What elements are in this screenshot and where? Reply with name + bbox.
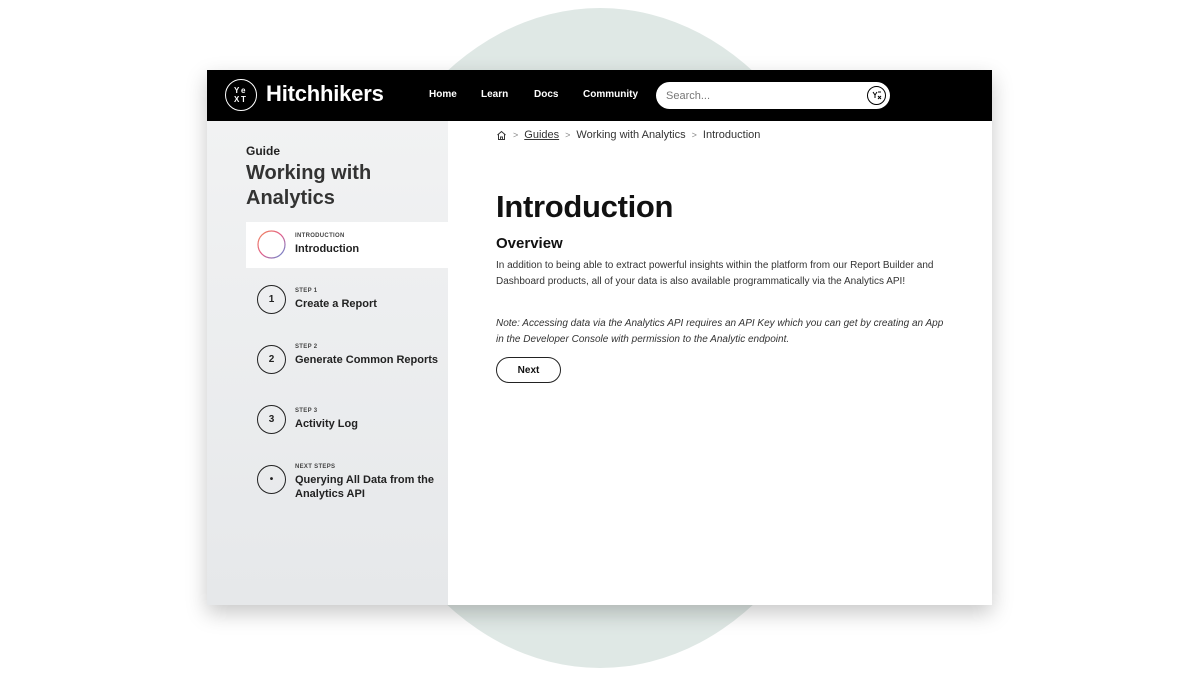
- breadcrumb-guides-link[interactable]: Guides: [524, 129, 560, 141]
- nav-home[interactable]: Home: [429, 89, 457, 100]
- step-kicker: NEXT STEPS: [295, 464, 336, 470]
- svg-text:e: e: [241, 86, 246, 95]
- step-title: Generate Common Reports: [295, 354, 439, 366]
- section-heading: Overview: [496, 235, 563, 252]
- step-kicker: INTRODUCTION: [295, 233, 345, 239]
- step-number: 3: [257, 405, 286, 434]
- step-3[interactable]: [246, 397, 448, 443]
- step-title: Activity Log: [295, 418, 358, 430]
- step-2[interactable]: [246, 337, 448, 387]
- breadcrumb-current: Introduction: [702, 129, 761, 141]
- guide-label: Guide: [246, 144, 281, 158]
- nav-learn[interactable]: Learn: [481, 89, 509, 100]
- step-introduction[interactable]: [246, 222, 448, 268]
- home-icon[interactable]: [496, 130, 507, 141]
- step-kicker: STEP 2: [295, 344, 318, 350]
- nav-docs[interactable]: Docs: [534, 89, 559, 100]
- step-kicker: STEP 1: [295, 288, 318, 294]
- note-paragraph: Note: Accessing data via the Analytics API requires an API Key which you can get by creating an App in the Developer Console with permission to the Analytic endpoint.: [496, 318, 944, 345]
- breadcrumb-guide: Working with Analytics: [576, 129, 686, 141]
- step-title: Introduction: [295, 243, 360, 255]
- step-kicker: STEP 3: [295, 408, 318, 414]
- search-icon[interactable]: [867, 86, 886, 105]
- page-title: Introduction: [496, 189, 674, 224]
- svg-text:T: T: [241, 95, 246, 104]
- bullet-icon: •: [257, 465, 286, 494]
- breadcrumb: [496, 129, 760, 141]
- main-content: [448, 121, 992, 605]
- chevron-right-icon: >: [513, 130, 519, 140]
- step-next-steps[interactable]: [246, 457, 448, 507]
- body-paragraph: In addition to being able to extract powerful insights within the platform from our Report Builder and Dashboard products, all of your data is also available programmatically via the Analytics API!: [496, 260, 934, 287]
- step-1[interactable]: [246, 277, 448, 323]
- nav-community[interactable]: Community: [583, 89, 638, 100]
- step-number: 1: [257, 285, 286, 314]
- svg-text:X: X: [234, 95, 240, 104]
- step-title: Querying All Data from the Analytics API: [295, 474, 434, 500]
- top-navbar: [207, 70, 992, 121]
- search-input[interactable]: [666, 87, 856, 104]
- svg-text:Y: Y: [234, 86, 240, 95]
- next-button[interactable]: Next: [496, 357, 561, 383]
- chevron-right-icon: >: [565, 130, 571, 140]
- guide-title: Working with Analytics: [246, 162, 372, 209]
- yext-logo-icon[interactable]: [225, 79, 257, 111]
- brand-name[interactable]: Hitchhikers: [266, 81, 384, 106]
- progress-ring-icon: [257, 230, 286, 259]
- guide-sidebar: [207, 121, 448, 605]
- step-number: 2: [257, 345, 286, 374]
- browser-window: [207, 70, 992, 605]
- search-box: [656, 82, 890, 109]
- chevron-right-icon: >: [691, 130, 697, 140]
- step-title: Create a Report: [295, 298, 377, 310]
